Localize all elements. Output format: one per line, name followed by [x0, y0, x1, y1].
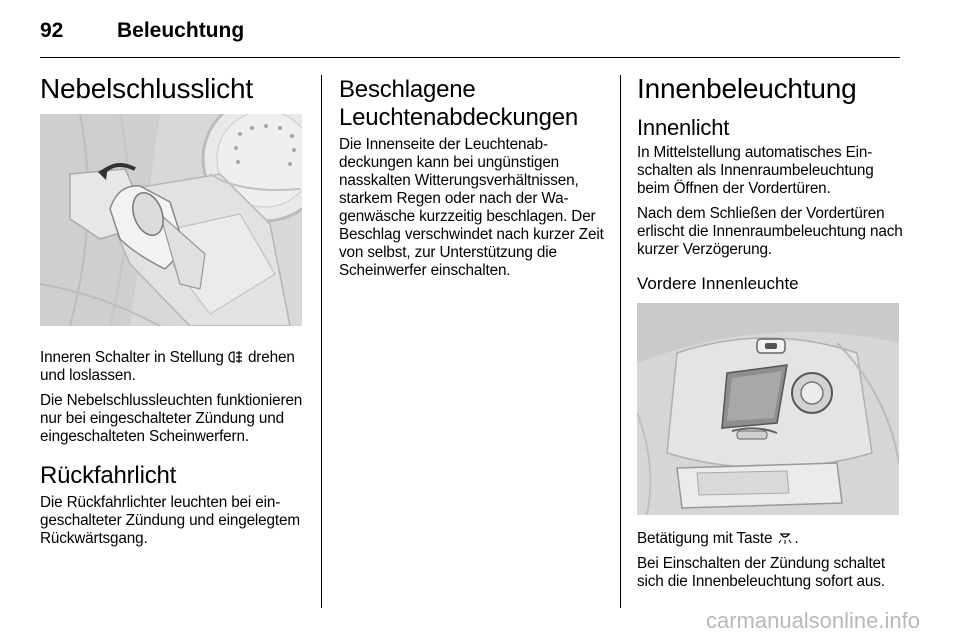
- column-1: [40, 72, 306, 555]
- section-heading-interior-lighting: Innenbeleuchtung: [637, 73, 857, 104]
- paragraph-switch-text-after: drehen und loslassen.: [40, 349, 295, 384]
- header-rule: [40, 57, 900, 58]
- section-heading-fog-light: Nebelschlusslicht: [40, 73, 253, 104]
- paragraph-switch-text-before: Inneren Schalter in Stellung: [40, 349, 224, 366]
- front-interior-lamp-illustration: [637, 303, 899, 515]
- subheading-interior-light: Innenlicht: [637, 115, 730, 140]
- page-number: 92: [40, 19, 64, 42]
- running-title: Beleuchtung: [117, 19, 245, 42]
- paragraph-lamp-button-before: Betätigung mit Taste: [637, 530, 773, 547]
- paragraph-lamp-button-after: .: [794, 530, 799, 547]
- paragraph-interior-light-delay: Nach dem Schließen der Vordertüren erlischt die Innenraumbeleuchtung nach kurzer Verzögerung.: [637, 205, 903, 258]
- paragraph-lamp-button: [637, 530, 903, 548]
- paragraph-reverse-light: Die Rückfahrlichter leuchten bei eingeschalteter Zündung und eingelegtem Rückwärtsgang.: [40, 494, 300, 547]
- fog-light-icon: [228, 350, 244, 364]
- paragraph-interior-light-auto: In Mittelstellung automatisches Einschalten als Innenraumbeleuchtung beim Öffnen der Vordertüren.: [637, 144, 874, 197]
- subheading-front-interior-lamp: Vordere Innenleuchte: [637, 274, 799, 293]
- interior-lamp-icon: [776, 531, 794, 545]
- paragraph-switch-position: [40, 349, 306, 385]
- column-rule-1: [321, 75, 322, 608]
- watermark: carmanualsonline.info: [705, 608, 920, 633]
- paragraph-fog-light-function: Die Nebelschlussleuchten funktionieren nur bei eingeschalteter Zündung und eingeschalteten Scheinwerfern.: [40, 392, 303, 445]
- paragraph-fogged-covers: Die Innenseite der Leuchtenabdeckungen kann bei ungünstigen nasskalten Witterungsverhältnissen, starkem Regen oder nach der Wagenwäsche kurzzeitig beschlagen. Der Beschlag verschwindet nach kurzer Zeit von selbst, zur Unterstützung die Scheinwerfer einschalten.: [339, 136, 604, 279]
- fog-light-switch-illustration: [40, 114, 302, 326]
- column-3: [637, 72, 903, 598]
- column-2: [339, 72, 605, 287]
- section-heading-fogged-covers: Beschlagene Leuchtenabdeckungen: [339, 76, 579, 131]
- section-heading-reverse-light: Rückfahrlicht: [40, 462, 177, 489]
- paragraph-ignition-off: Bei Einschalten der Zündung schaltet sich die Innenbeleuchtung sofort aus.: [637, 555, 886, 590]
- column-rule-2: [620, 75, 621, 608]
